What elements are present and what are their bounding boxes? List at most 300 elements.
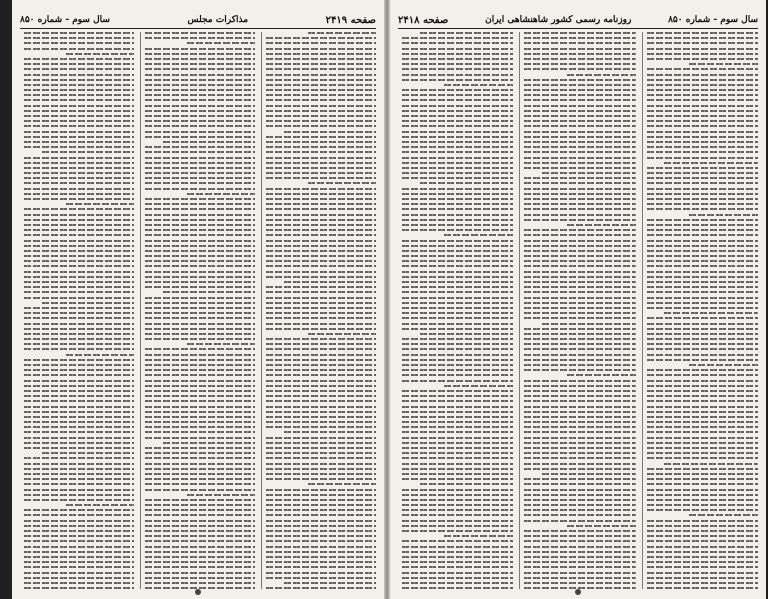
text-line (145, 431, 255, 433)
text-line (145, 198, 255, 200)
text-line (402, 380, 513, 382)
text-line (145, 540, 255, 542)
text-line (266, 245, 376, 247)
text-line (266, 343, 376, 345)
text-line (402, 68, 513, 70)
text-line (266, 265, 376, 267)
text-line (524, 84, 635, 86)
text-line (402, 302, 513, 304)
text-line (266, 535, 376, 537)
text-line (24, 131, 134, 133)
text-line (24, 193, 134, 195)
text-line (308, 483, 376, 485)
text-line (647, 224, 758, 226)
right-column-1 (642, 32, 758, 589)
text-line (24, 177, 134, 179)
text-line (402, 587, 513, 589)
text-line (24, 525, 134, 527)
text-line (24, 115, 134, 117)
text-line (647, 229, 758, 231)
text-line (24, 198, 134, 200)
text-line (24, 380, 134, 382)
text-line (524, 234, 635, 236)
text-line (524, 89, 635, 91)
text-line (524, 463, 635, 465)
text-line (402, 188, 513, 190)
text-line (24, 400, 134, 402)
text-line (145, 364, 255, 366)
text-line (647, 136, 758, 138)
text-line (145, 577, 255, 579)
text-line (647, 203, 758, 205)
text-line (145, 395, 255, 397)
text-line (266, 291, 376, 293)
text-line (647, 530, 758, 532)
text-line (524, 338, 635, 340)
text-line (647, 157, 758, 159)
text-line (24, 110, 134, 112)
text-line (524, 32, 635, 34)
text-line (145, 208, 255, 210)
text-line (24, 489, 134, 491)
text-line (24, 120, 134, 122)
right-issue-label: سال سوم - شماره ۸۵۰ (668, 15, 758, 25)
text-line (266, 312, 376, 314)
text-line (402, 193, 513, 195)
text-line (524, 286, 635, 288)
text-line (266, 84, 376, 86)
text-line (402, 110, 513, 112)
text-line (402, 390, 513, 392)
text-line (266, 115, 376, 117)
text-line (524, 390, 635, 392)
text-line (402, 89, 513, 91)
text-line (402, 99, 513, 101)
text-line (689, 214, 758, 216)
text-line (187, 343, 255, 345)
text-line (647, 566, 758, 568)
text-line (647, 255, 758, 257)
text-line (266, 561, 376, 563)
left-column-3 (20, 32, 134, 589)
text-line (647, 68, 758, 70)
text-line (402, 94, 513, 96)
text-line (266, 250, 376, 252)
text-line (145, 566, 255, 568)
text-line (266, 525, 376, 527)
text-line (24, 157, 134, 159)
text-line (647, 89, 758, 91)
text-line (524, 167, 635, 169)
text-line (145, 63, 255, 65)
text-line (402, 509, 513, 511)
text-line (145, 234, 255, 236)
text-line (524, 416, 635, 418)
text-line (145, 457, 255, 459)
text-line (266, 208, 376, 210)
text-line (524, 385, 635, 387)
text-line (402, 369, 513, 371)
text-line (266, 556, 376, 558)
text-line (402, 240, 513, 242)
text-line (266, 260, 376, 262)
text-line (24, 224, 134, 226)
text-line (266, 489, 376, 491)
text-line (266, 79, 376, 81)
text-line (402, 271, 513, 273)
text-line (266, 167, 376, 169)
text-line (647, 79, 758, 81)
text-line (524, 348, 635, 350)
text-line (145, 89, 255, 91)
text-line (420, 32, 514, 34)
text-line (24, 276, 134, 278)
text-line (145, 452, 255, 454)
text-line (524, 162, 635, 164)
text-line (402, 468, 513, 470)
text-line (266, 437, 376, 439)
text-line (145, 302, 255, 304)
text-line (524, 120, 635, 122)
text-line (145, 587, 255, 589)
text-line (145, 426, 255, 428)
text-line (24, 338, 134, 340)
text-line (145, 105, 255, 107)
text-line (24, 587, 134, 589)
text-line (266, 224, 376, 226)
page-gutter (384, 0, 390, 599)
text-line (647, 328, 758, 330)
text-line (647, 416, 758, 418)
text-line (524, 395, 635, 397)
text-line (24, 369, 134, 371)
text-line (24, 566, 134, 568)
text-line (266, 89, 376, 91)
text-line (145, 120, 255, 122)
text-line (145, 468, 255, 470)
text-line (145, 151, 255, 153)
text-line (145, 125, 255, 127)
text-line (664, 463, 758, 465)
text-line (24, 291, 134, 293)
text-line (24, 172, 134, 174)
text-line (24, 540, 134, 542)
text-line (266, 172, 376, 174)
text-line (145, 172, 255, 174)
text-line (402, 167, 513, 169)
text-line (402, 566, 513, 568)
left-column-1 (261, 32, 376, 589)
text-line (402, 286, 513, 288)
text-line (266, 99, 376, 101)
text-line (524, 219, 635, 221)
text-line (42, 452, 134, 454)
text-line (524, 229, 635, 231)
text-line (402, 411, 513, 413)
text-line (402, 229, 513, 231)
text-line (266, 105, 376, 107)
text-line (24, 234, 134, 236)
text-line (524, 68, 635, 70)
text-line (402, 136, 513, 138)
text-line (524, 530, 635, 532)
text-line (402, 42, 513, 44)
text-line (266, 463, 376, 465)
text-line (145, 556, 255, 558)
text-line (24, 136, 134, 138)
text-line (402, 291, 513, 293)
text-line (647, 297, 758, 299)
text-line (524, 333, 635, 335)
text-line (145, 182, 255, 184)
text-line (24, 437, 134, 439)
text-line (266, 338, 376, 340)
text-line (145, 115, 255, 117)
text-line (266, 385, 376, 387)
text-line (266, 514, 376, 516)
left-page-number: صفحه ۲۴۱۹ (325, 14, 376, 26)
text-line (647, 99, 758, 101)
text-line (266, 110, 376, 112)
text-line (145, 421, 255, 423)
text-line (402, 572, 513, 574)
text-line (145, 323, 255, 325)
text-line (266, 426, 376, 428)
text-line (689, 63, 758, 65)
text-line (266, 203, 376, 205)
text-line (24, 271, 134, 273)
text-line (647, 42, 758, 44)
text-line (647, 167, 758, 169)
text-line (402, 37, 513, 39)
text-line (402, 416, 513, 418)
text-line (163, 291, 255, 293)
text-line (402, 120, 513, 122)
text-line (145, 328, 255, 330)
text-line (524, 240, 635, 242)
text-line (145, 447, 255, 449)
text-line (24, 214, 134, 216)
text-line (24, 535, 134, 537)
text-line (24, 58, 134, 60)
text-line (266, 354, 376, 356)
text-line (266, 234, 376, 236)
text-line (524, 99, 635, 101)
text-line (567, 374, 636, 376)
text-line (542, 172, 636, 174)
text-line (266, 271, 376, 273)
text-line (524, 317, 635, 319)
text-line (689, 364, 758, 366)
text-line (24, 240, 134, 242)
text-line (664, 162, 758, 164)
text-line (524, 364, 635, 366)
text-line (524, 509, 635, 511)
text-line (647, 281, 758, 283)
text-line (24, 79, 134, 81)
text-line (145, 53, 255, 55)
text-line (24, 48, 134, 50)
text-line (524, 587, 635, 589)
text-line (647, 146, 758, 148)
text-line (24, 37, 134, 39)
text-line (524, 110, 635, 112)
text-line (647, 426, 758, 428)
text-line (24, 499, 134, 501)
text-line (266, 395, 376, 397)
text-line (266, 188, 376, 190)
text-line (524, 437, 635, 439)
right-page-header (398, 12, 758, 29)
text-line (24, 167, 134, 169)
text-line (266, 473, 376, 475)
text-line (647, 468, 758, 470)
text-line (524, 312, 635, 314)
text-line (266, 297, 376, 299)
left-gazette-title: مذاکرات مجلس (187, 15, 249, 25)
text-line (402, 63, 513, 65)
text-line (402, 323, 513, 325)
text-line (266, 302, 376, 304)
text-line (524, 260, 635, 262)
text-line (24, 74, 134, 76)
text-line (402, 561, 513, 563)
text-line (145, 530, 255, 532)
right-page (390, 0, 766, 599)
text-line (524, 302, 635, 304)
text-line (524, 177, 635, 179)
text-line (402, 556, 513, 558)
text-line (524, 63, 635, 65)
text-line (647, 110, 758, 112)
text-line (145, 255, 255, 257)
text-line (308, 333, 376, 335)
text-line (524, 411, 635, 413)
text-line (266, 240, 376, 242)
text-line (24, 84, 134, 86)
text-line (145, 348, 255, 350)
text-line (402, 141, 513, 143)
text-line (24, 442, 134, 444)
text-line (402, 172, 513, 174)
text-line (266, 546, 376, 548)
text-line (647, 250, 758, 252)
text-line (145, 260, 255, 262)
text-line (524, 37, 635, 39)
text-line (402, 58, 513, 60)
text-line (402, 265, 513, 267)
text-line (524, 556, 635, 558)
text-line (24, 42, 134, 44)
text-line (24, 426, 134, 428)
text-line (145, 499, 255, 501)
text-line (145, 473, 255, 475)
text-line (402, 281, 513, 283)
text-line (524, 546, 635, 548)
text-line (402, 359, 513, 361)
text-line (145, 203, 255, 205)
text-line (420, 182, 514, 184)
text-line (647, 390, 758, 392)
text-line (24, 94, 134, 96)
text-line (24, 546, 134, 548)
text-line (402, 297, 513, 299)
text-line (402, 250, 513, 252)
text-line (647, 572, 758, 574)
text-line (524, 369, 635, 371)
text-line (24, 245, 134, 247)
text-line (647, 58, 758, 60)
text-line (145, 546, 255, 548)
text-line (647, 489, 758, 491)
right-gazette-title: روزنامه رسمی کشور شاهنشاهی ایران (485, 15, 632, 25)
text-line (664, 312, 758, 314)
text-line (402, 442, 513, 444)
text-line (266, 504, 376, 506)
text-line (524, 193, 635, 195)
text-line (266, 478, 376, 480)
text-line (524, 42, 635, 44)
text-line (145, 286, 255, 288)
text-line (647, 431, 758, 433)
text-line (24, 561, 134, 563)
text-line (24, 250, 134, 252)
text-line (402, 406, 513, 408)
text-line (647, 504, 758, 506)
text-line (402, 582, 513, 584)
text-line (647, 245, 758, 247)
text-line (402, 452, 513, 454)
text-line (647, 587, 758, 589)
text-line (402, 421, 513, 423)
text-line (402, 577, 513, 579)
text-line (145, 561, 255, 563)
text-line (266, 48, 376, 50)
text-line (145, 509, 255, 511)
text-line (402, 530, 513, 532)
text-line (402, 520, 513, 522)
text-line (308, 32, 376, 34)
text-line (266, 229, 376, 231)
text-line (66, 354, 134, 356)
text-line (24, 105, 134, 107)
text-line (24, 483, 134, 485)
text-line (24, 406, 134, 408)
text-line (524, 203, 635, 205)
text-line (647, 577, 758, 579)
text-line (145, 276, 255, 278)
text-line (266, 421, 376, 423)
text-line (647, 131, 758, 133)
text-line (647, 535, 758, 537)
text-line (647, 286, 758, 288)
text-line (24, 281, 134, 283)
text-line (24, 473, 134, 475)
text-line (647, 437, 758, 439)
text-line (24, 514, 134, 516)
text-line (266, 141, 376, 143)
text-line (145, 224, 255, 226)
text-line (24, 317, 134, 319)
text-line (402, 125, 513, 127)
text-line (444, 385, 513, 387)
text-line (266, 364, 376, 366)
text-line (24, 551, 134, 553)
text-line (647, 406, 758, 408)
text-line (402, 307, 513, 309)
text-line (402, 276, 513, 278)
text-line (266, 58, 376, 60)
